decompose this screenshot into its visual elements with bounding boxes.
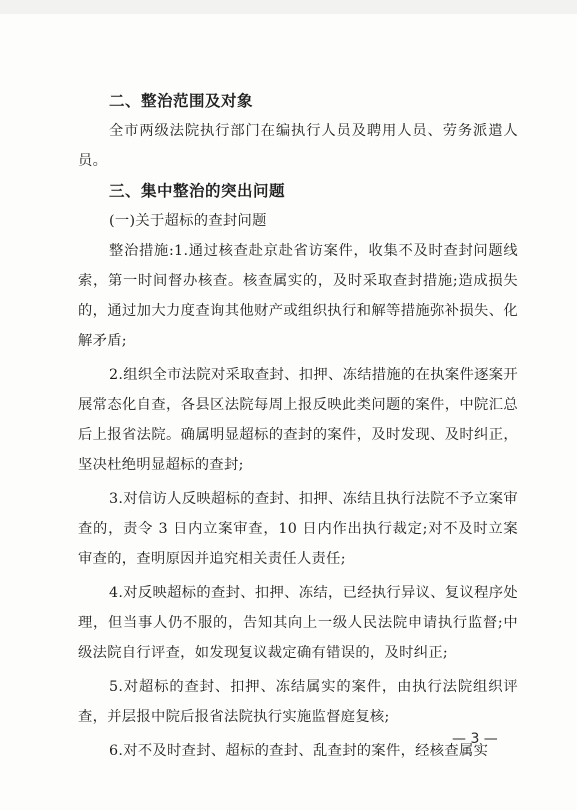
paragraph-measure-6: 6.对不及时查封、超标的查封、乱查封的案件，经核查属实	[109, 743, 489, 759]
subsection-heading-seizure: (一)关于超标的查封问题	[109, 213, 267, 229]
section-heading-problems: 三、集中整治的突出问题	[109, 182, 286, 200]
paragraph-measure-5: 5.对超标的查封、扣押、冻结属实的案件，由执行法院组织评查，并层报中院后报省法院执行实施监督庭复核;	[78, 679, 518, 725]
paragraph-scope: 全市两级法院执行部门在编执行人员及聘用人员、劳务派遣人员。	[78, 123, 518, 169]
document-body	[78, 86, 518, 766]
section-heading-scope: 二、整治范围及对象	[109, 92, 254, 110]
paragraph-measure-1: 整治措施:1.通过核查赴京赴省访案件，收集不及时查封问题线索，第一时间督办核查。核查属实的，及时采取查封措施;造成损失的，通过加大力度查询其他财产或组织执行和解等措施弥补损失、化解矛盾;	[78, 243, 518, 349]
paragraph-measure-3: 3.对信访人反映超标的查封、扣押、冻结且执行法院不予立案审查的，责令 3 日内立案审查，10 日内作出执行裁定;对不及时立案审查的，查明原因并追究相关责任人责任;	[78, 491, 518, 567]
paragraph-measure-4: 4.对反映超标的查封、扣押、冻结，已经执行异议、复议程序处理，但当事人仍不服的，告知其向上一级人民法院申请执行监督;中级法院自行评查，如发现复议裁定确有错误的，及时纠正;	[78, 585, 518, 661]
scan-top-edge	[0, 0, 577, 14]
paragraph-measure-2: 2.组织全市法院对采取查封、扣押、冻结措施的在执案件逐案开展常态化自查，各县区法院每周上报反映此类问题的案件，中院汇总后上报省法院。确属明显超标的查封的案件，及时发现、及时纠正，坚决杜绝明显超标的查封;	[78, 367, 518, 473]
page-number: — 3 —	[452, 731, 498, 747]
